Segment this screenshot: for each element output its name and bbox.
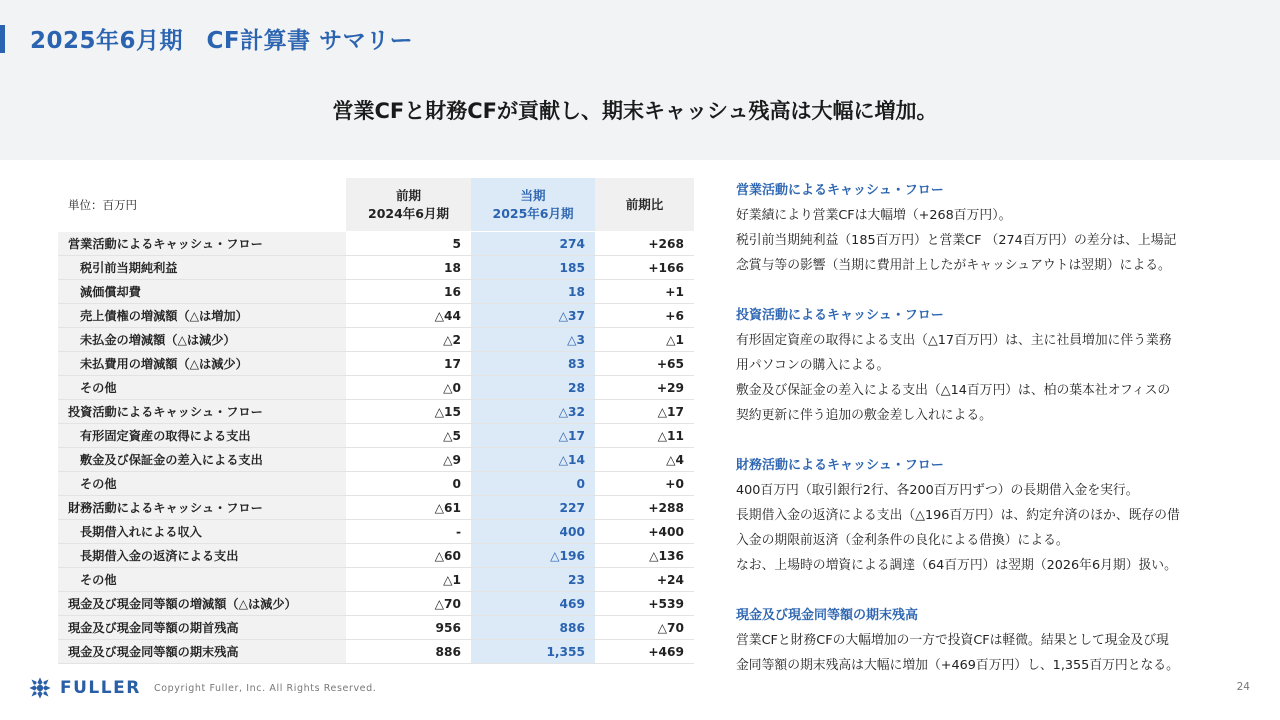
explanation-line: 税引前当期純利益（185百万円）と営業CF （274百万円）の差分は、上場記 [736, 233, 1177, 248]
explanation-line: 有形固定資産の取得による支出（△17百万円）は、主に社員増加に伴う業務 [736, 333, 1172, 348]
row-value-prev: 956 [346, 616, 471, 640]
table-row [58, 544, 694, 568]
row-value-current: 274 [471, 232, 595, 256]
table-row [58, 376, 694, 400]
explanation-line: 金同等額の期末残高は大幅に増加（+469百万円）し、1,355百万円となる。 [736, 658, 1179, 673]
row-value-prev: △0 [346, 376, 471, 400]
explanation-section [736, 178, 1236, 278]
row-label: 未払金の増減額（△は減少） [58, 328, 346, 352]
table-row [58, 520, 694, 544]
copyright-text: Copyright Fuller, Inc. All Rights Reserved. [154, 683, 377, 694]
table-row [58, 400, 694, 424]
table-row [58, 328, 694, 352]
table-row [58, 496, 694, 520]
unit-label: 単位：百万円 [58, 178, 346, 232]
table-row [58, 232, 694, 256]
explanation-section [736, 453, 1236, 578]
table-row [58, 280, 694, 304]
row-value-current: 18 [471, 280, 595, 304]
row-value-prev: △44 [346, 304, 471, 328]
table-body [58, 232, 694, 664]
column-header-current [471, 178, 595, 232]
explanation-line: 敷金及び保証金の差入による支出（△14百万円）は、柏の葉本社オフィスの [736, 383, 1171, 398]
row-label: 売上債権の増減額（△は増加） [58, 304, 346, 328]
row-label: 有形固定資産の取得による支出 [58, 424, 346, 448]
row-value-prev: △61 [346, 496, 471, 520]
row-value-current: △14 [471, 448, 595, 472]
row-value-diff: △70 [595, 616, 694, 640]
row-value-current: 83 [471, 352, 595, 376]
row-value-current: △3 [471, 328, 595, 352]
logo-wordmark: FULLER [60, 678, 141, 698]
row-label: その他 [58, 376, 346, 400]
cash-flow-table [58, 178, 694, 664]
explanation-line: 長期借入金の返済による支出（△196百万円）は、約定弁済のほか、既存の借 [736, 508, 1180, 523]
table-row [58, 448, 694, 472]
table-row [58, 640, 694, 664]
row-label: その他 [58, 472, 346, 496]
row-value-diff: △11 [595, 424, 694, 448]
row-value-current: 1,355 [471, 640, 595, 664]
row-value-diff: △4 [595, 448, 694, 472]
row-value-diff: +268 [595, 232, 694, 256]
fuller-logo-icon [28, 676, 52, 700]
row-value-prev: - [346, 520, 471, 544]
table-row [58, 352, 694, 376]
row-value-diff: +288 [595, 496, 694, 520]
column-header-prev [346, 178, 471, 232]
row-value-current: △196 [471, 544, 595, 568]
table-row [58, 424, 694, 448]
column-header-prev-year: 2024年6月期 [368, 205, 449, 221]
row-value-prev: 16 [346, 280, 471, 304]
table-row [58, 592, 694, 616]
table-row [58, 568, 694, 592]
row-value-diff: △136 [595, 544, 694, 568]
column-header-current-period: 当期 [520, 187, 546, 203]
row-value-prev: 17 [346, 352, 471, 376]
row-value-prev: △60 [346, 544, 471, 568]
row-label: 長期借入れによる収入 [58, 520, 346, 544]
table-header-row [58, 178, 694, 232]
row-value-prev: 18 [346, 256, 471, 280]
page-title: 2025年6月期 CF計算書 サマリー [30, 28, 414, 54]
explanation-section [736, 603, 1236, 678]
explanation-title: 営業活動によるキャッシュ・フロー [736, 183, 944, 198]
row-label: 投資活動によるキャッシュ・フロー [58, 400, 346, 424]
row-value-prev: △2 [346, 328, 471, 352]
row-value-prev: 0 [346, 472, 471, 496]
table-row [58, 304, 694, 328]
row-label: 未払費用の増減額（△は減少） [58, 352, 346, 376]
explanation-line: 営業CFと財務CFの大幅増加の一方で投資CFは軽微。結果として現金及び現 [736, 633, 1169, 648]
row-value-current: 23 [471, 568, 595, 592]
row-value-current: △17 [471, 424, 595, 448]
row-value-diff: +1 [595, 280, 694, 304]
explanation-panel [736, 178, 1236, 703]
row-value-current: 185 [471, 256, 595, 280]
row-value-diff: +6 [595, 304, 694, 328]
column-header-diff: 前期比 [595, 178, 694, 232]
row-label: その他 [58, 568, 346, 592]
row-value-diff: +29 [595, 376, 694, 400]
explanation-section [736, 303, 1236, 428]
row-value-prev: △1 [346, 568, 471, 592]
table-row [58, 472, 694, 496]
row-label: 長期借入金の返済による支出 [58, 544, 346, 568]
explanation-line: 契約更新に伴う追加の敷金差し入れによる。 [736, 408, 992, 423]
explanation-line: 好業績により営業CFは大幅増（+268百万円）。 [736, 208, 1012, 223]
row-value-prev: △70 [346, 592, 471, 616]
explanation-line: なお、上場時の増資による調達（64百万円）は翌期（2026年6月期）扱い。 [736, 558, 1177, 573]
explanation-line: 入金の期限前返済（金利条件の良化による借換）による。 [736, 533, 1069, 548]
row-label: 現金及び現金同等額の増減額（△は減少） [58, 592, 346, 616]
row-value-diff: +400 [595, 520, 694, 544]
row-value-current: 0 [471, 472, 595, 496]
row-value-current: △37 [471, 304, 595, 328]
explanation-line: 400百万円（取引銀行2行、各200百万円ずつ）の長期借入金を実行。 [736, 483, 1139, 498]
row-value-current: 469 [471, 592, 595, 616]
row-label: 財務活動によるキャッシュ・フロー [58, 496, 346, 520]
row-value-diff: +24 [595, 568, 694, 592]
row-label: 営業活動によるキャッシュ・フロー [58, 232, 346, 256]
row-value-diff: +166 [595, 256, 694, 280]
row-value-prev: △15 [346, 400, 471, 424]
column-header-current-year: 2025年6月期 [492, 205, 574, 221]
explanation-line: 用パソコンの購入による。 [736, 358, 890, 373]
row-label: 税引前当期純利益 [58, 256, 346, 280]
row-value-current: 400 [471, 520, 595, 544]
row-value-prev: △9 [346, 448, 471, 472]
row-label: 敷金及び保証金の差入による支出 [58, 448, 346, 472]
row-value-diff: +539 [595, 592, 694, 616]
row-label: 現金及び現金同等額の期首残高 [58, 616, 346, 640]
row-value-current: △32 [471, 400, 595, 424]
page-number: 24 [1236, 681, 1250, 693]
headline: 営業CFと財務CFが貢献し、期末キャッシュ残高は大幅に増加。 [332, 99, 938, 123]
row-value-prev: △5 [346, 424, 471, 448]
row-value-current: 227 [471, 496, 595, 520]
row-value-diff: +469 [595, 640, 694, 664]
row-value-diff: +65 [595, 352, 694, 376]
table-row [58, 256, 694, 280]
row-value-current: 28 [471, 376, 595, 400]
row-value-prev: 886 [346, 640, 471, 664]
explanation-title: 投資活動によるキャッシュ・フロー [736, 308, 944, 323]
table-row [58, 616, 694, 640]
explanation-title: 現金及び現金同等額の期末残高 [736, 608, 919, 623]
row-label: 現金及び現金同等額の期末残高 [58, 640, 346, 664]
row-value-diff: +0 [595, 472, 694, 496]
row-value-diff: △1 [595, 328, 694, 352]
row-value-diff: △17 [595, 400, 694, 424]
footer-logo [28, 676, 141, 700]
column-header-prev-period: 前期 [395, 187, 421, 203]
row-label: 減価償却費 [58, 280, 346, 304]
explanation-title: 財務活動によるキャッシュ・フロー [736, 458, 944, 473]
row-value-prev: 5 [346, 232, 471, 256]
row-value-current: 886 [471, 616, 595, 640]
title-accent-bar [0, 25, 5, 53]
explanation-line: 念賞与等の影響（当期に費用計上したがキャッシュアウトは翌期）による。 [736, 258, 1171, 273]
